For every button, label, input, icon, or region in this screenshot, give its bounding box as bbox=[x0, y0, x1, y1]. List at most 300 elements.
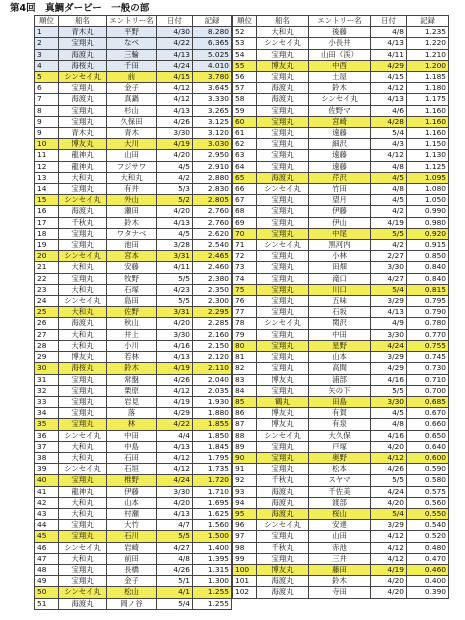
rank-cell: 2 bbox=[35, 38, 59, 49]
date-cell: 4/24 bbox=[157, 475, 193, 486]
boat-name-cell: 宝翔丸 bbox=[257, 340, 309, 351]
record-cell: 2.285 bbox=[193, 318, 232, 329]
table-row bbox=[35, 508, 232, 519]
entry-name-cell: 石垣 bbox=[107, 464, 157, 475]
rank-cell: 60 bbox=[233, 116, 257, 127]
rank-cell: 34 bbox=[35, 408, 59, 419]
boat-name-cell: 宝翔丸 bbox=[257, 228, 309, 239]
rank-cell: 17 bbox=[35, 217, 59, 228]
table-row bbox=[35, 262, 232, 273]
entry-name-cell: 土屋 bbox=[309, 72, 371, 83]
table-row bbox=[35, 172, 232, 183]
table-row bbox=[35, 576, 232, 587]
rank-cell: 68 bbox=[233, 206, 257, 217]
record-cell: 1.400 bbox=[193, 542, 232, 553]
boat-name-cell: 鶴丸 bbox=[257, 396, 309, 407]
record-cell: 0.575 bbox=[407, 486, 449, 497]
table-row bbox=[35, 329, 232, 340]
entry-name-cell: 浦部 bbox=[309, 374, 371, 385]
date-cell: 4/20 bbox=[157, 150, 193, 161]
boat-name-cell: 宝翔丸 bbox=[59, 531, 107, 542]
rank-cell: 55 bbox=[233, 60, 257, 71]
rank-cell: 44 bbox=[35, 520, 59, 531]
date-cell: 4/5 bbox=[371, 172, 407, 183]
header-rank: 順位 bbox=[233, 16, 257, 27]
entry-name-cell: 林 bbox=[107, 419, 157, 430]
record-cell: 3.645 bbox=[193, 83, 232, 94]
rank-cell: 67 bbox=[233, 195, 257, 206]
record-cell: 4.010 bbox=[193, 60, 232, 71]
entry-name-cell: 石塚 bbox=[107, 284, 157, 295]
boat-name-cell: 海渡丸 bbox=[257, 587, 309, 598]
date-cell: 4/7 bbox=[157, 520, 193, 531]
boat-name-cell: 千秋丸 bbox=[59, 217, 107, 228]
rank-cell: 82 bbox=[233, 363, 257, 374]
boat-name-cell: 博友丸 bbox=[257, 564, 309, 575]
date-cell: 4/12 bbox=[371, 150, 407, 161]
record-cell: 1.210 bbox=[407, 49, 449, 60]
table-row bbox=[233, 508, 449, 519]
table-row bbox=[35, 408, 232, 419]
boat-name-cell: 海渡丸 bbox=[59, 206, 107, 217]
record-cell: 2.110 bbox=[193, 363, 232, 374]
entry-name-cell: 戸塚 bbox=[309, 441, 371, 452]
date-cell: 4/13 bbox=[157, 508, 193, 519]
record-cell: 2.465 bbox=[193, 251, 232, 262]
rank-cell: 50 bbox=[35, 587, 59, 598]
table-row bbox=[233, 273, 449, 284]
record-cell: 1.720 bbox=[193, 475, 232, 486]
entry-name-cell: 星野 bbox=[309, 340, 371, 351]
table-row bbox=[233, 564, 449, 575]
boat-name-cell: 大和丸 bbox=[59, 329, 107, 340]
date-cell: 4/13 bbox=[157, 441, 193, 452]
record-cell: 2.460 bbox=[193, 262, 232, 273]
date-cell: 4/29 bbox=[371, 60, 407, 71]
entry-name-cell: 伊山 bbox=[309, 217, 371, 228]
table-row bbox=[35, 564, 232, 575]
date-cell: 4/20 bbox=[157, 318, 193, 329]
rank-cell: 33 bbox=[35, 396, 59, 407]
boat-name-cell: 宝翔丸 bbox=[59, 228, 107, 239]
rank-cell: 97 bbox=[233, 531, 257, 542]
table-row bbox=[233, 240, 449, 251]
entry-name-cell: 常盤 bbox=[107, 374, 157, 385]
rank-cell: 12 bbox=[35, 161, 59, 172]
record-cell: 0.400 bbox=[407, 576, 449, 587]
rank-cell: 25 bbox=[35, 307, 59, 318]
record-cell: 3.330 bbox=[193, 94, 232, 105]
table-row bbox=[233, 206, 449, 217]
table-row bbox=[233, 27, 449, 38]
entry-name-cell: なべ bbox=[107, 38, 157, 49]
entry-name-cell: 有賀 bbox=[309, 408, 371, 419]
entry-name-cell: 田島 bbox=[309, 396, 371, 407]
boat-name-cell: シンセイ丸 bbox=[257, 430, 309, 441]
entry-name-cell: 望月 bbox=[309, 195, 371, 206]
record-cell: 2.910 bbox=[193, 161, 232, 172]
entry-name-cell: 三輪 bbox=[107, 49, 157, 60]
rank-cell: 72 bbox=[233, 251, 257, 262]
date-cell: 5/4 bbox=[371, 128, 407, 139]
entry-name-cell: 山本 bbox=[107, 497, 157, 508]
rank-cell: 61 bbox=[233, 128, 257, 139]
table-row bbox=[233, 374, 449, 385]
table-row bbox=[35, 542, 232, 553]
date-cell: 4/8 bbox=[371, 27, 407, 38]
entry-name-cell: 千田 bbox=[107, 60, 157, 71]
entry-name-cell: 岩崎 bbox=[107, 542, 157, 553]
record-cell: 3.120 bbox=[193, 128, 232, 139]
table-row bbox=[233, 576, 449, 587]
date-cell: 4/11 bbox=[157, 262, 193, 273]
record-cell: 3.030 bbox=[193, 139, 232, 150]
record-cell: 1.160 bbox=[407, 116, 449, 127]
date-cell: 4/1 bbox=[157, 587, 193, 598]
table-row bbox=[233, 296, 449, 307]
date-cell: 4/6 bbox=[371, 105, 407, 116]
date-cell: 4/12 bbox=[157, 94, 193, 105]
record-cell: 1.095 bbox=[407, 172, 449, 183]
table-row bbox=[233, 38, 449, 49]
entry-name-cell: 佐野マ bbox=[309, 105, 371, 116]
record-cell: 1.795 bbox=[193, 452, 232, 463]
date-cell: 4/13 bbox=[371, 38, 407, 49]
rank-cell: 62 bbox=[233, 139, 257, 150]
rank-cell: 52 bbox=[233, 27, 257, 38]
table-row bbox=[233, 83, 449, 94]
table-row bbox=[233, 363, 449, 374]
record-cell: 1.845 bbox=[193, 441, 232, 452]
record-cell: 1.255 bbox=[193, 598, 232, 609]
record-cell: 0.460 bbox=[407, 564, 449, 575]
date-cell: 5/4 bbox=[371, 284, 407, 295]
boat-name-cell: 宝翔丸 bbox=[257, 139, 309, 150]
table-row bbox=[233, 94, 449, 105]
boat-name-cell: 宝翔丸 bbox=[257, 307, 309, 318]
rank-cell: 79 bbox=[233, 329, 257, 340]
record-cell: 1.175 bbox=[407, 94, 449, 105]
entry-name-cell: 安藤 bbox=[107, 262, 157, 273]
rank-cell: 46 bbox=[35, 542, 59, 553]
table-row bbox=[233, 60, 449, 71]
rank-cell: 35 bbox=[35, 419, 59, 430]
entry-name-cell: 安達 bbox=[309, 520, 371, 531]
date-cell: 4/13 bbox=[157, 352, 193, 363]
header-record: 記録 bbox=[407, 16, 449, 27]
table-row bbox=[35, 284, 232, 295]
date-cell: 4/20 bbox=[157, 206, 193, 217]
record-cell: 2.350 bbox=[193, 284, 232, 295]
rank-cell: 83 bbox=[233, 374, 257, 385]
table-row bbox=[233, 217, 449, 228]
rank-cell: 38 bbox=[35, 452, 59, 463]
entry-name-cell: 鈴木 bbox=[107, 217, 157, 228]
boat-name-cell: シンセイ丸 bbox=[257, 184, 309, 195]
date-cell: 4/15 bbox=[157, 72, 193, 83]
table-row bbox=[233, 520, 449, 531]
date-cell: 4/16 bbox=[371, 430, 407, 441]
record-cell: 1.125 bbox=[407, 161, 449, 172]
table-row bbox=[35, 296, 232, 307]
boat-name-cell: 宝翔丸 bbox=[59, 564, 107, 575]
rank-cell: 92 bbox=[233, 475, 257, 486]
date-cell: 4/26 bbox=[157, 374, 193, 385]
boat-name-cell: 大和丸 bbox=[59, 441, 107, 452]
record-cell: 1.850 bbox=[193, 430, 232, 441]
entry-name-cell: 細沢 bbox=[309, 139, 371, 150]
record-cell: 0.560 bbox=[407, 497, 449, 508]
table-row bbox=[35, 396, 232, 407]
date-cell: 4/29 bbox=[157, 408, 193, 419]
date-cell: 4/12 bbox=[157, 385, 193, 396]
date-cell: 5/5 bbox=[371, 475, 407, 486]
entry-name-cell: 小長井 bbox=[309, 38, 371, 49]
entry-name-cell: 栗原 bbox=[107, 385, 157, 396]
rank-cell: 28 bbox=[35, 340, 59, 351]
entry-name-cell: 竹田 bbox=[309, 184, 371, 195]
record-cell: 0.470 bbox=[407, 553, 449, 564]
boat-name-cell: 龍神丸 bbox=[59, 150, 107, 161]
date-cell: 4/26 bbox=[157, 564, 193, 575]
boat-name-cell: 青木丸 bbox=[59, 27, 107, 38]
table-row bbox=[35, 363, 232, 374]
results-table-left bbox=[34, 15, 232, 610]
record-cell: 0.795 bbox=[407, 296, 449, 307]
rank-cell: 99 bbox=[233, 553, 257, 564]
entry-name-cell: 佐野 bbox=[107, 307, 157, 318]
date-cell: 4/19 bbox=[157, 139, 193, 150]
entry-name-cell: 高間 bbox=[309, 363, 371, 374]
date-cell: 4/8 bbox=[371, 184, 407, 195]
date-cell: 4/12 bbox=[371, 83, 407, 94]
record-cell: 0.640 bbox=[407, 441, 449, 452]
date-cell: 3/30 bbox=[157, 329, 193, 340]
boat-name-cell: 博友丸 bbox=[257, 408, 309, 419]
boat-name-cell: 宝翔丸 bbox=[59, 38, 107, 49]
table-row bbox=[233, 452, 449, 463]
rank-cell: 32 bbox=[35, 385, 59, 396]
rank-cell: 7 bbox=[35, 94, 59, 105]
date-cell: 5/2 bbox=[157, 195, 193, 206]
table-row bbox=[35, 251, 232, 262]
rank-cell: 64 bbox=[233, 161, 257, 172]
date-cell: 4/12 bbox=[371, 542, 407, 553]
record-cell: 2.620 bbox=[193, 228, 232, 239]
table-row bbox=[35, 184, 232, 195]
record-cell: 0.685 bbox=[407, 396, 449, 407]
table-row bbox=[35, 195, 232, 206]
boat-name-cell: 宝翔丸 bbox=[59, 419, 107, 430]
record-cell: 6.365 bbox=[193, 38, 232, 49]
date-cell: 4/12 bbox=[371, 553, 407, 564]
date-cell: 3/31 bbox=[157, 251, 193, 262]
rank-cell: 26 bbox=[35, 318, 59, 329]
entry-name-cell: 五味 bbox=[309, 296, 371, 307]
record-cell: 0.600 bbox=[407, 452, 449, 463]
rank-cell: 3 bbox=[35, 49, 59, 60]
table-row bbox=[35, 318, 232, 329]
boat-name-cell: 海渡丸 bbox=[257, 94, 309, 105]
entry-name-cell: 中尾 bbox=[309, 228, 371, 239]
rank-cell: 30 bbox=[35, 363, 59, 374]
table-row bbox=[35, 105, 232, 116]
results-table-right bbox=[232, 15, 449, 599]
boat-name-cell: 海渡丸 bbox=[257, 83, 309, 94]
entry-name-cell: 山田 bbox=[107, 150, 157, 161]
date-cell: 3/30 bbox=[371, 262, 407, 273]
entry-name-cell: ワタナベ bbox=[107, 228, 157, 239]
rank-cell: 84 bbox=[233, 385, 257, 396]
rank-cell: 89 bbox=[233, 441, 257, 452]
date-cell: 4/26 bbox=[371, 464, 407, 475]
date-cell: 4/24 bbox=[371, 340, 407, 351]
rank-cell: 81 bbox=[233, 352, 257, 363]
boat-name-cell: 大和丸 bbox=[59, 452, 107, 463]
date-cell: 4/8 bbox=[157, 553, 193, 564]
rank-cell: 8 bbox=[35, 105, 59, 116]
table-row bbox=[35, 385, 232, 396]
entry-name-cell: 大和丸 bbox=[107, 172, 157, 183]
date-cell: 5/5 bbox=[371, 385, 407, 396]
boat-name-cell: 宝翔丸 bbox=[59, 408, 107, 419]
rank-cell: 14 bbox=[35, 184, 59, 195]
entry-name-cell: 奥野 bbox=[309, 452, 371, 463]
record-cell: 2.150 bbox=[193, 340, 232, 351]
rank-cell: 98 bbox=[233, 542, 257, 553]
rank-cell: 59 bbox=[233, 105, 257, 116]
record-cell: 2.760 bbox=[193, 206, 232, 217]
date-cell: 4/12 bbox=[157, 464, 193, 475]
rank-cell: 41 bbox=[35, 486, 59, 497]
rank-cell: 19 bbox=[35, 240, 59, 251]
boat-name-cell: 宝翔丸 bbox=[257, 441, 309, 452]
record-cell: 0.700 bbox=[407, 385, 449, 396]
entry-name-cell: 真鍋 bbox=[107, 94, 157, 105]
boat-name-cell: 宝翔丸 bbox=[59, 83, 107, 94]
boat-name-cell: 海渡丸 bbox=[257, 486, 309, 497]
entry-name-cell: 三井 bbox=[309, 553, 371, 564]
boat-name-cell: シンセイ丸 bbox=[257, 318, 309, 329]
boat-name-cell: シンセイ丸 bbox=[257, 38, 309, 49]
date-cell: 5/1 bbox=[157, 576, 193, 587]
table-row bbox=[233, 161, 449, 172]
record-cell: 0.840 bbox=[407, 262, 449, 273]
record-cell: 0.650 bbox=[407, 430, 449, 441]
entry-name-cell: 前 bbox=[107, 72, 157, 83]
boat-name-cell: 宝翔丸 bbox=[257, 296, 309, 307]
rank-cell: 27 bbox=[35, 329, 59, 340]
date-cell: 4/4 bbox=[157, 430, 193, 441]
boat-name-cell: 宝翔丸 bbox=[59, 273, 107, 284]
rank-cell: 31 bbox=[35, 374, 59, 385]
table-row bbox=[35, 464, 232, 475]
boat-name-cell: 大和丸 bbox=[59, 340, 107, 351]
entry-name-cell: 石田 bbox=[107, 452, 157, 463]
table-row bbox=[35, 352, 232, 363]
record-cell: 0.840 bbox=[407, 273, 449, 284]
table-row bbox=[35, 139, 232, 150]
date-cell: 4/12 bbox=[157, 83, 193, 94]
rank-cell: 6 bbox=[35, 83, 59, 94]
header-boat: 船名 bbox=[257, 16, 309, 27]
rank-cell: 58 bbox=[233, 94, 257, 105]
date-cell: 4/13 bbox=[157, 105, 193, 116]
record-cell: 1.300 bbox=[193, 576, 232, 587]
boat-name-cell: 宝翔丸 bbox=[59, 385, 107, 396]
date-cell: 4/12 bbox=[371, 452, 407, 463]
entry-name-cell: 関沢 bbox=[309, 318, 371, 329]
table-row bbox=[35, 452, 232, 463]
date-cell: 5/4 bbox=[371, 508, 407, 519]
date-cell: 4/28 bbox=[371, 116, 407, 127]
date-cell: 5/5 bbox=[157, 296, 193, 307]
record-cell: 3.780 bbox=[193, 72, 232, 83]
table-row bbox=[233, 542, 449, 553]
boat-name-cell: 宝翔丸 bbox=[257, 195, 309, 206]
entry-name-cell: 中島 bbox=[107, 441, 157, 452]
rank-cell: 11 bbox=[35, 150, 59, 161]
date-cell: 3/30 bbox=[157, 486, 193, 497]
date-cell: 4/12 bbox=[371, 531, 407, 542]
record-cell: 1.395 bbox=[193, 553, 232, 564]
record-cell: 1.080 bbox=[407, 184, 449, 195]
date-cell: 4/2 bbox=[371, 206, 407, 217]
boat-name-cell: シンセイ丸 bbox=[59, 296, 107, 307]
table-row bbox=[35, 60, 232, 71]
entry-name-cell: 伊藤 bbox=[309, 206, 371, 217]
table-row bbox=[35, 497, 232, 508]
table-row bbox=[233, 352, 449, 363]
boat-name-cell: 宝翔丸 bbox=[257, 72, 309, 83]
boat-name-cell: 宝翔丸 bbox=[257, 206, 309, 217]
rank-cell: 29 bbox=[35, 352, 59, 363]
date-cell: 4/19 bbox=[371, 564, 407, 575]
entry-name-cell: 川口 bbox=[309, 284, 371, 295]
record-cell: 0.915 bbox=[407, 240, 449, 251]
rank-cell: 15 bbox=[35, 195, 59, 206]
boat-name-cell: 宝翔丸 bbox=[257, 105, 309, 116]
entry-name-cell: 後藤 bbox=[309, 27, 371, 38]
table-row bbox=[233, 385, 449, 396]
entry-name-cell: 若林 bbox=[107, 352, 157, 363]
date-cell: 4/24 bbox=[371, 486, 407, 497]
boat-name-cell: 千秋丸 bbox=[257, 475, 309, 486]
table-row bbox=[233, 262, 449, 273]
boat-name-cell: シンセイ丸 bbox=[59, 72, 107, 83]
entry-name-cell: 岩見 bbox=[107, 396, 157, 407]
entry-name-cell: 山田（渓） bbox=[309, 49, 371, 60]
table-row bbox=[35, 228, 232, 239]
boat-name-cell: 宝翔丸 bbox=[59, 184, 107, 195]
record-cell: 0.670 bbox=[407, 408, 449, 419]
rank-cell: 102 bbox=[233, 587, 257, 598]
boat-name-cell: 博友丸 bbox=[257, 374, 309, 385]
record-cell: 0.660 bbox=[407, 419, 449, 430]
rank-cell: 42 bbox=[35, 497, 59, 508]
rank-cell: 73 bbox=[233, 262, 257, 273]
boat-name-cell: 大和丸 bbox=[59, 172, 107, 183]
table-row bbox=[35, 553, 232, 564]
table-row bbox=[233, 49, 449, 60]
date-cell: 4/24 bbox=[157, 60, 193, 71]
date-cell: 4/20 bbox=[371, 587, 407, 598]
rank-cell: 40 bbox=[35, 475, 59, 486]
date-cell: 3/30 bbox=[371, 396, 407, 407]
boat-name-cell: 宝翔丸 bbox=[257, 49, 309, 60]
boat-name-cell: 龍神丸 bbox=[59, 486, 107, 497]
record-cell: 2.160 bbox=[193, 329, 232, 340]
